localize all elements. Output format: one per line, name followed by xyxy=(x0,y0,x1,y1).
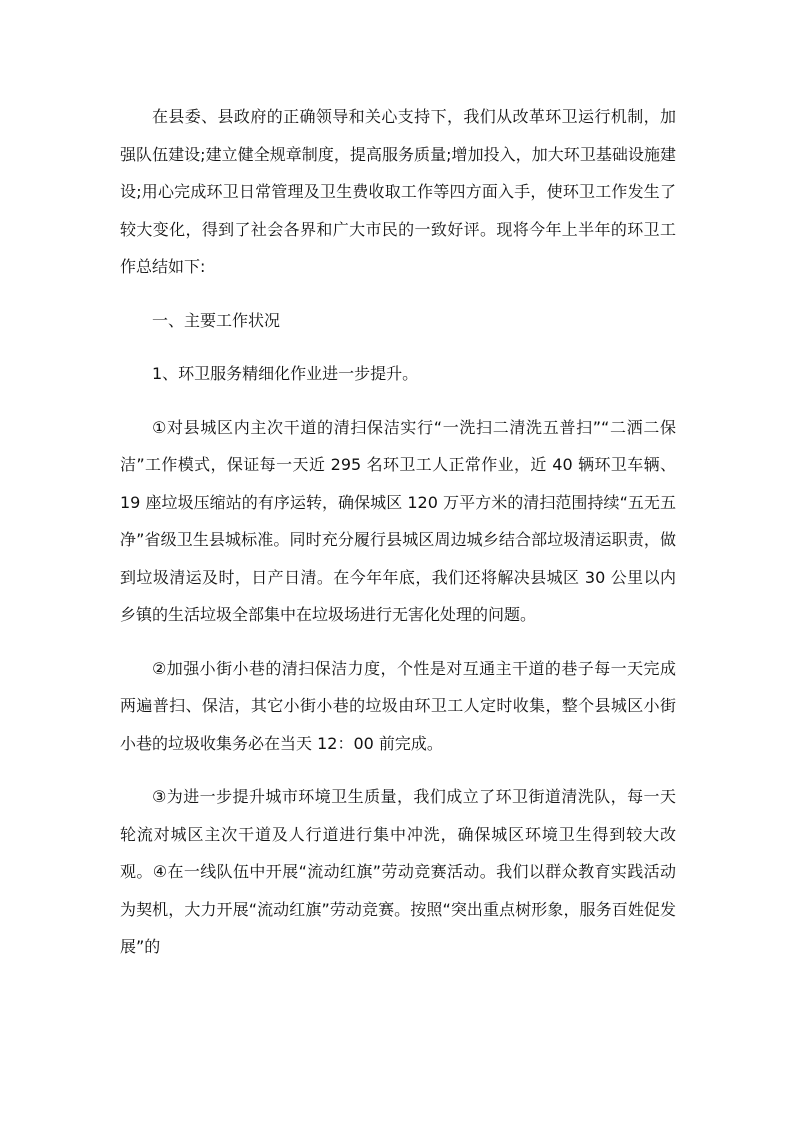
document-body xyxy=(120,98,676,982)
intro-paragraph: 在县委、县政府的正确领导和关心支持下，我们从改革环卫运行机制，加强队伍建设;建立健全规章制度，提高服务质量;增加投入，加大环卫基础设施建设;用心完成环卫日常管理及卫生费收取工作等四方面入手，使环卫工作发生了较大变化，得到了社会各界和广大市民的一致好评。现将今年上半年的环卫工作总结如下: xyxy=(120,107,676,276)
section-heading-main-work: 一、主要工作状况 xyxy=(152,310,281,330)
subsection-heading-refined-operations: 1、环卫服务精细化作业进一步提升。 xyxy=(152,364,419,383)
paragraph-item-2: ②加强小街小巷的清扫保洁力度，个性是对互通主干道的巷子每一天完成两遍普扫、保洁，其它小街小巷的垃圾由环卫工人定时收集，整个县城区小街小巷的垃圾收集务必在当天 12：00 前完成。 xyxy=(120,658,676,753)
paragraph-item-3: ③为进一步提升城市环境卫生质量，我们成立了环卫街道清洗队，每一天轮流对城区主次干道及人行道进行集中冲洗，确保城区环境卫生得到较大改观。④在一线队伍中开展“流动红旗”劳动竞赛活动。我们以群众教育实践活动为契机，大力开展“流动红旗”劳动竞赛。按照“突出重点树形象，服务百姓促发展”的 xyxy=(120,787,676,956)
paragraph-item-1: ①对县城区内主次干道的清扫保洁实行“一洗扫二清洗五普扫”“二洒二保洁”工作模式，保证每一天近 295 名环卫工人正常作业，近 40 辆环卫车辆、19 座垃圾压缩站的有序运转，确保城区 120 万平方米的清扫范围持续“五无五净”省级卫生县城标准。同时充分履行县城区周边城乡结合部垃圾清运职责，做到垃圾清运及时，日产日清。在今年年底，我们还将解决县城区 30 公里以内乡镇的生活垃圾全部集中在垃圾场进行无害化处理的问题。 xyxy=(120,417,676,624)
